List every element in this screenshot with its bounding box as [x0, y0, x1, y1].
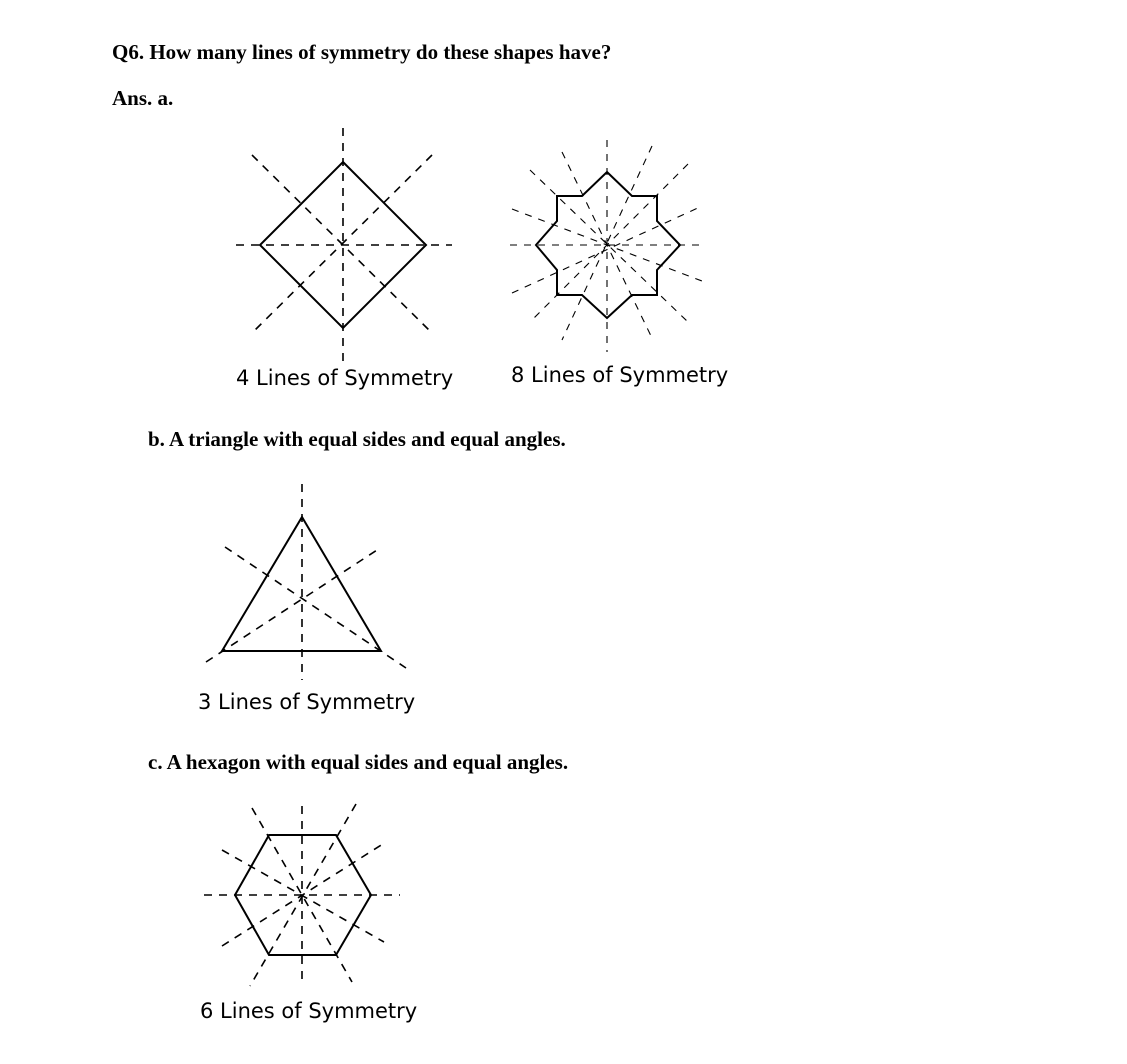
- triangle-caption: 3 Lines of Symmetry: [198, 690, 416, 714]
- star-caption: 8 Lines of Symmetry: [511, 363, 729, 387]
- square-caption: 4 Lines of Symmetry: [236, 366, 454, 390]
- question-title: Q6. How many lines of symmetry do these shapes have?: [112, 40, 612, 64]
- part-c-heading: c. A hexagon with equal sides and equal angles.: [148, 750, 569, 774]
- answer-label: Ans. a.: [112, 86, 174, 110]
- hexagon-caption: 6 Lines of Symmetry: [200, 999, 418, 1023]
- part-b-heading: b. A triangle with equal sides and equal angles.: [148, 427, 566, 451]
